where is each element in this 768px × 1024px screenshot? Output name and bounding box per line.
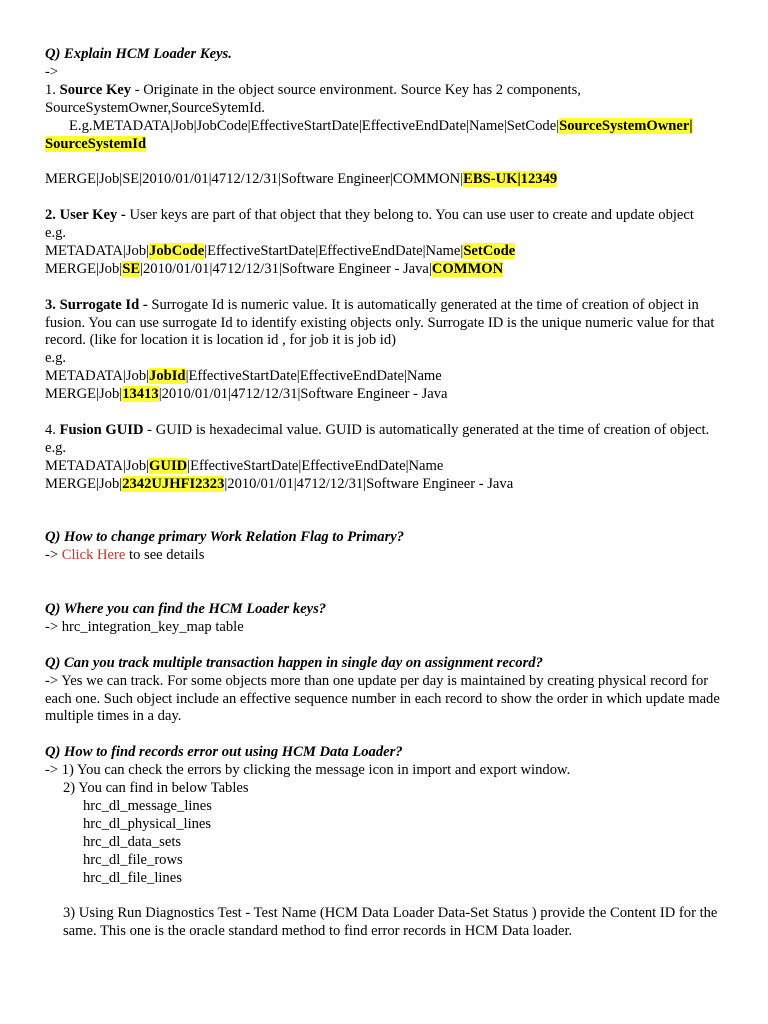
highlight-guid-value: 2342UJHFI2323 (122, 475, 225, 492)
surrogate-id-eg: e.g. (45, 350, 67, 367)
fusion-guid-eg: e.g. (45, 439, 67, 456)
highlight-jobcode: JobCode (149, 242, 205, 259)
metadata-text: METADATA|Job| (45, 457, 150, 474)
merge-text: |2010/01/01|4712/12/31|Software Engineer - Java (158, 386, 448, 403)
merge-text: MERGE|Job| (45, 475, 123, 492)
highlight-jobid: JobId (149, 368, 186, 385)
surrogate-id-paragraph (45, 297, 725, 351)
source-key-description: - Originate in the object source environment. Source Key has 2 components, SourceSystemOwner,SourceSytemId. (45, 81, 581, 116)
metadata-text: METADATA|Job| (45, 242, 150, 259)
answer-text: to see details (125, 547, 205, 564)
source-key-title: Source Key (59, 81, 132, 98)
document-page (45, 46, 725, 941)
item-number: 1. (45, 81, 60, 98)
answer-arrow: -> (45, 63, 59, 80)
answer-line-2: 2) You can find in below Tables (63, 780, 249, 797)
merge-text: MERGE|Job|SE|2010/01/01|4712/12/31|Software Engineer|COMMON| (45, 171, 464, 188)
fusion-guid-title: Fusion GUID (59, 421, 144, 438)
metadata-text: |EffectiveStartDate|EffectiveEndDate|Name (187, 457, 444, 474)
metadata-text: METADATA|Job| (45, 368, 150, 385)
merge-text: |2010/01/01|4712/12/31|Software Engineer - Java| (140, 260, 432, 277)
user-key-paragraph (45, 207, 725, 225)
source-key-metadata-line (45, 118, 725, 136)
highlight-source-system-id: SourceSystemId (45, 135, 147, 152)
highlight-common: COMMON (431, 260, 504, 277)
answer-work-relation-flag (45, 547, 725, 565)
item-number: 4. (45, 421, 60, 438)
answer-line-3: 3) Using Run Diagnostics Test - Test Name (HCM Data Loader Data-Set Status ) provide the Content ID for the same. This one is the oracle standard method to find error records in HCM Data loader. (63, 905, 718, 940)
user-key-description: User keys are part of that object that they belong to. You can use user to create and update object (129, 207, 694, 224)
fusion-guid-paragraph (45, 422, 725, 440)
metadata-text: |EffectiveStartDate|EffectiveEndDate|Name| (204, 242, 464, 259)
answer-track-transactions: -> Yes we can track. For some objects more than one update per day is maintained by creating physical record for each one. Such object include an effective sequence number in each record to show the order in which update made multiple times in a day. (45, 672, 720, 725)
surrogate-id-title: 3. Surrogate Id - (45, 296, 152, 313)
metadata-text: |EffectiveStartDate|EffectiveEndDate|Name (185, 368, 442, 385)
table-name-item: hrc_dl_file_rows (83, 851, 183, 868)
highlight-13413: 13413 (122, 386, 159, 403)
source-key-metadata-continuation (45, 136, 725, 154)
source-key-merge-line (45, 171, 725, 189)
answer-line-1: -> 1) You can check the errors by clicking the message icon in import and export window. (45, 762, 571, 779)
merge-text: MERGE|Job| (45, 386, 123, 403)
highlight-ebs-uk: EBS-UK|12349 (463, 171, 558, 188)
merge-text: MERGE|Job| (45, 260, 123, 277)
table-name-item: hrc_dl_physical_lines (83, 815, 212, 832)
highlight-guid: GUID (149, 457, 188, 474)
click-here-link[interactable]: Click Here (61, 547, 126, 564)
fusion-guid-metadata-line (45, 458, 725, 476)
question-work-relation-flag: Q) How to change primary Work Relation Flag to Primary? (45, 529, 405, 546)
surrogate-id-description: Surrogate Id is numeric value. It is automatically generated at the time of creation of object in fusion. You can use surrogate Id to identify existing objects only. Surrogate ID is the unique numeric value for that record. (like for location it is location id , for job it is job id) (45, 296, 715, 349)
user-key-title: 2. User Key - (45, 207, 130, 224)
question-hcm-loader-keys: Q) Explain HCM Loader Keys. (45, 46, 232, 62)
fusion-guid-merge-line (45, 476, 725, 494)
table-name-item: hrc_dl_message_lines (83, 797, 212, 814)
question-error-records: Q) How to find records error out using HCM Data Loader? (45, 744, 403, 761)
user-key-eg: e.g. (45, 225, 67, 242)
answer-arrow: -> (45, 547, 62, 564)
table-name-item: hrc_dl_file_lines (83, 869, 182, 886)
highlight-source-system-owner: SourceSystemOwner| (559, 117, 693, 134)
surrogate-id-merge-line (45, 386, 725, 404)
surrogate-id-metadata-line (45, 368, 725, 386)
question-track-transactions: Q) Can you track multiple transaction happen in single day on assignment record? (45, 654, 543, 671)
merge-text: |2010/01/01|4712/12/31|Software Engineer - Java (224, 475, 514, 492)
highlight-se: SE (122, 260, 141, 277)
question-find-loader-keys: Q) Where you can find the HCM Loader keys? (45, 601, 327, 617)
user-key-metadata-line (45, 243, 725, 261)
fusion-guid-description: - GUID is hexadecimal value. GUID is automatically generated at the time of creation of object. (143, 421, 710, 438)
answer-find-loader-keys: -> hrc_integration_key_map table (45, 618, 244, 635)
table-name-item: hrc_dl_data_sets (83, 833, 182, 850)
metadata-text: E.g.METADATA|Job|JobCode|EffectiveStartDate|EffectiveEndDate|Name|SetCode| (69, 117, 560, 134)
user-key-merge-line (45, 261, 725, 279)
source-key-paragraph (45, 82, 725, 118)
highlight-setcode: SetCode (463, 242, 516, 259)
